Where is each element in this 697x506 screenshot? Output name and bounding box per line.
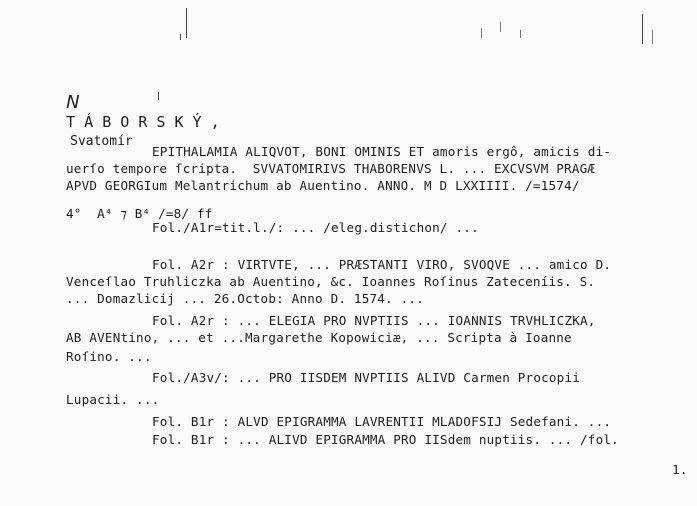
top-edge-mark (180, 34, 181, 40)
top-edge-mark (642, 14, 643, 44)
heading-tick (158, 92, 159, 100)
top-edge-mark (186, 8, 187, 38)
text-line: Venceſlao Truhliczka ab Auentino, &c. Ioannes Roſinus Zateceníis. S. (66, 274, 596, 289)
text-line: Fol. B1r : ALVD EPIGRAMMA LAVRENTII MLADOFSIJ Sedefani. ... (152, 414, 612, 429)
text-line: Fol. A2r : ... ELEGIA PRO NVPTIIS ... IOANNIS TRVHLICZKA, (152, 313, 596, 328)
heading-given-name: Svatomír (70, 134, 133, 149)
text-line: Fol./A1r=tit.l./: ... /eleg.distichon/ ... (152, 220, 479, 235)
handwritten-mark: N (66, 92, 80, 113)
text-line: APVD GEORGIum Melantrichum ab Auentino. ANNO. M D LXXIIII. /=1574/ (66, 178, 580, 193)
text-line: Fol./A3v/: ... PRO IISDEM NVPTIIS ALIVD Carmen Procopii (152, 370, 581, 385)
text-line: 4° A⁴ ⁊ B⁴ /=8/ ff (66, 206, 213, 221)
text-line: AB AVENtino, ... et ...Margarethe Kopowiciæ, ... Scripta à Ioanne (66, 330, 572, 345)
text-line: ... Domazlicij ... 26.Octob: Anno D. 1574. ... (66, 291, 424, 306)
text-line: Fol. B1r : ... ALIVD EPIGRAMMA PRO IISdem nuptiis. ... /fol. (152, 432, 619, 447)
top-edge-mark (500, 22, 501, 32)
page-number: 1. (672, 462, 688, 477)
text-line: uerſo tempore ſcripta. SVVATOMIRIVS THABORENVS L. ... EXCVSVM PRAGÆ (66, 161, 596, 176)
text-line: EPITHALAMIA ALIQVOT, BONI OMINIS ET amoris ergô, amicis di- (152, 144, 612, 159)
top-edge-mark (520, 30, 521, 38)
top-edge-mark (481, 28, 482, 38)
heading-surname: T Á B O R S K Ý , (66, 113, 220, 131)
top-edge-mark (652, 30, 653, 44)
text-line: Fol. A2r : VIRTVTE, ... PRÆSTANTI VIRO, SVOQVE ... amico D. (152, 257, 612, 272)
text-line: Lupacii. ... (66, 392, 160, 407)
text-line: Roſino. ... (66, 349, 152, 364)
